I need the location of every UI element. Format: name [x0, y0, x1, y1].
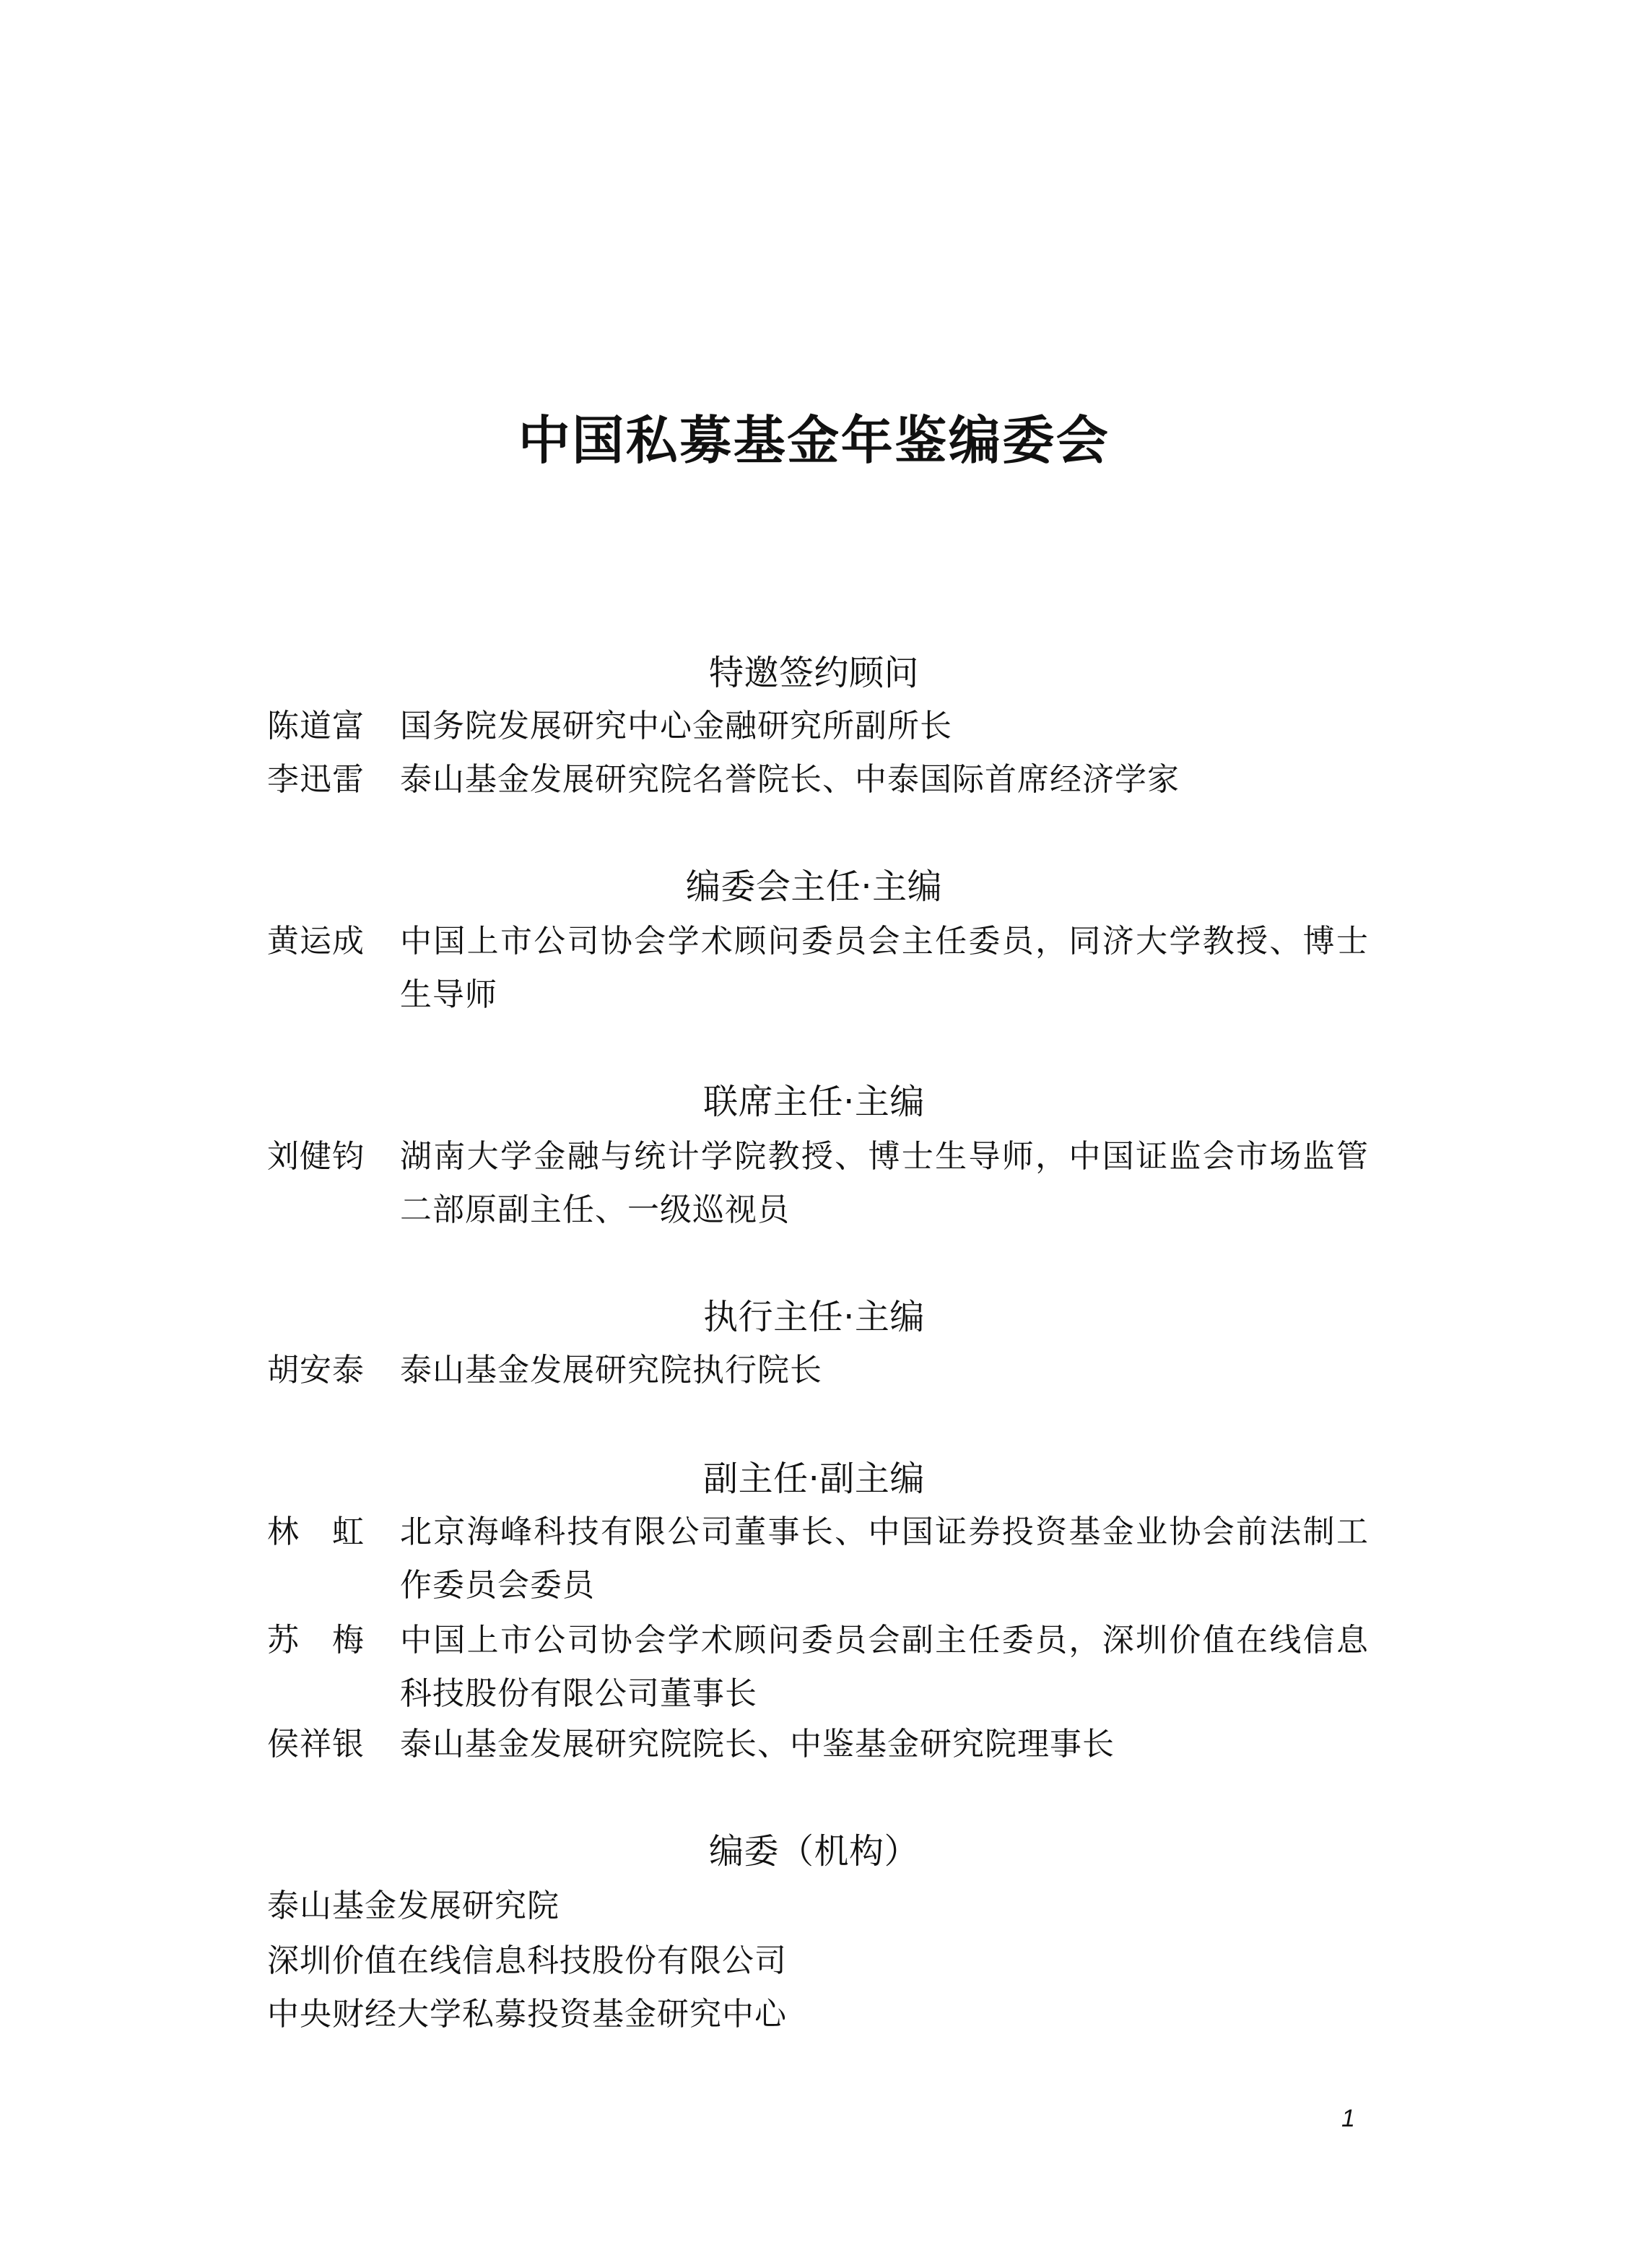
member-name: 胡安泰	[267, 1352, 364, 1388]
section-heading: 联席主任·主编	[703, 1082, 925, 1122]
member-description-line: 泰山基金发展研究院执行院长	[400, 1352, 822, 1388]
member-description-line: 二部原副主任、一级巡视员	[400, 1192, 790, 1228]
member-description-line: 国务院发展研究中心金融研究所副所长	[400, 708, 952, 744]
member-description	[400, 753, 1369, 807]
member-description	[400, 700, 1369, 753]
member-description-line: 北京海峰科技有限公司董事长、中国证券投资基金业协会前法制工	[400, 1514, 1369, 1550]
member-description	[400, 1344, 1369, 1397]
page-number: 1	[1341, 2105, 1355, 2132]
member-description-line: 泰山基金发展研究院院长、中鉴基金研究院理事长	[400, 1726, 1115, 1762]
member-description	[400, 915, 1369, 1022]
member-name: 侯祥银	[267, 1726, 364, 1762]
member-description-line: 湖南大学金融与统计学院教授、博士生导师，中国证监会市场监管	[400, 1139, 1369, 1174]
section-heading: 编委会主任·主编	[685, 866, 943, 907]
member-description-line: 作委员会委员	[400, 1568, 595, 1603]
member-name: 陈道富	[267, 708, 364, 744]
member-name: 刘健钧	[267, 1139, 364, 1174]
member-description-line: 科技股份有限公司董事长	[400, 1676, 757, 1711]
member-description-line: 中国上市公司协会学术顾问委员会主任委员，同济大学教授、博士	[400, 924, 1369, 959]
member-description-line: 中国上市公司协会学术顾问委员会副主任委员，深圳价值在线信息	[400, 1622, 1369, 1658]
member-description-line: 泰山基金发展研究院名誉院长、中泰国际首席经济学家	[400, 762, 1180, 797]
section-heading: 特邀签约顾问	[708, 653, 919, 693]
member-name: 黄运成	[267, 924, 364, 959]
document-title: 中国私募基金年鉴编委会	[518, 409, 1110, 471]
institution-name: 泰山基金发展研究院	[267, 1888, 560, 1924]
institution-name: 中央财经大学私募投资基金研究中心	[267, 1997, 787, 2032]
institution-name: 深圳价值在线信息科技股份有限公司	[267, 1943, 787, 1978]
member-name: 林 虹	[267, 1514, 364, 1550]
member-description-line: 生导师	[400, 977, 497, 1012]
member-name: 苏 梅	[267, 1622, 364, 1658]
section-heading: 执行主任·主编	[703, 1297, 925, 1337]
member-description	[400, 1614, 1369, 1721]
section-heading: 编委（机构）	[708, 1831, 919, 1872]
member-description	[400, 1130, 1369, 1237]
member-name: 李迅雷	[267, 762, 364, 797]
member-description	[400, 1506, 1369, 1612]
member-description	[400, 1718, 1369, 1771]
section-heading: 副主任·副主编	[703, 1459, 925, 1499]
